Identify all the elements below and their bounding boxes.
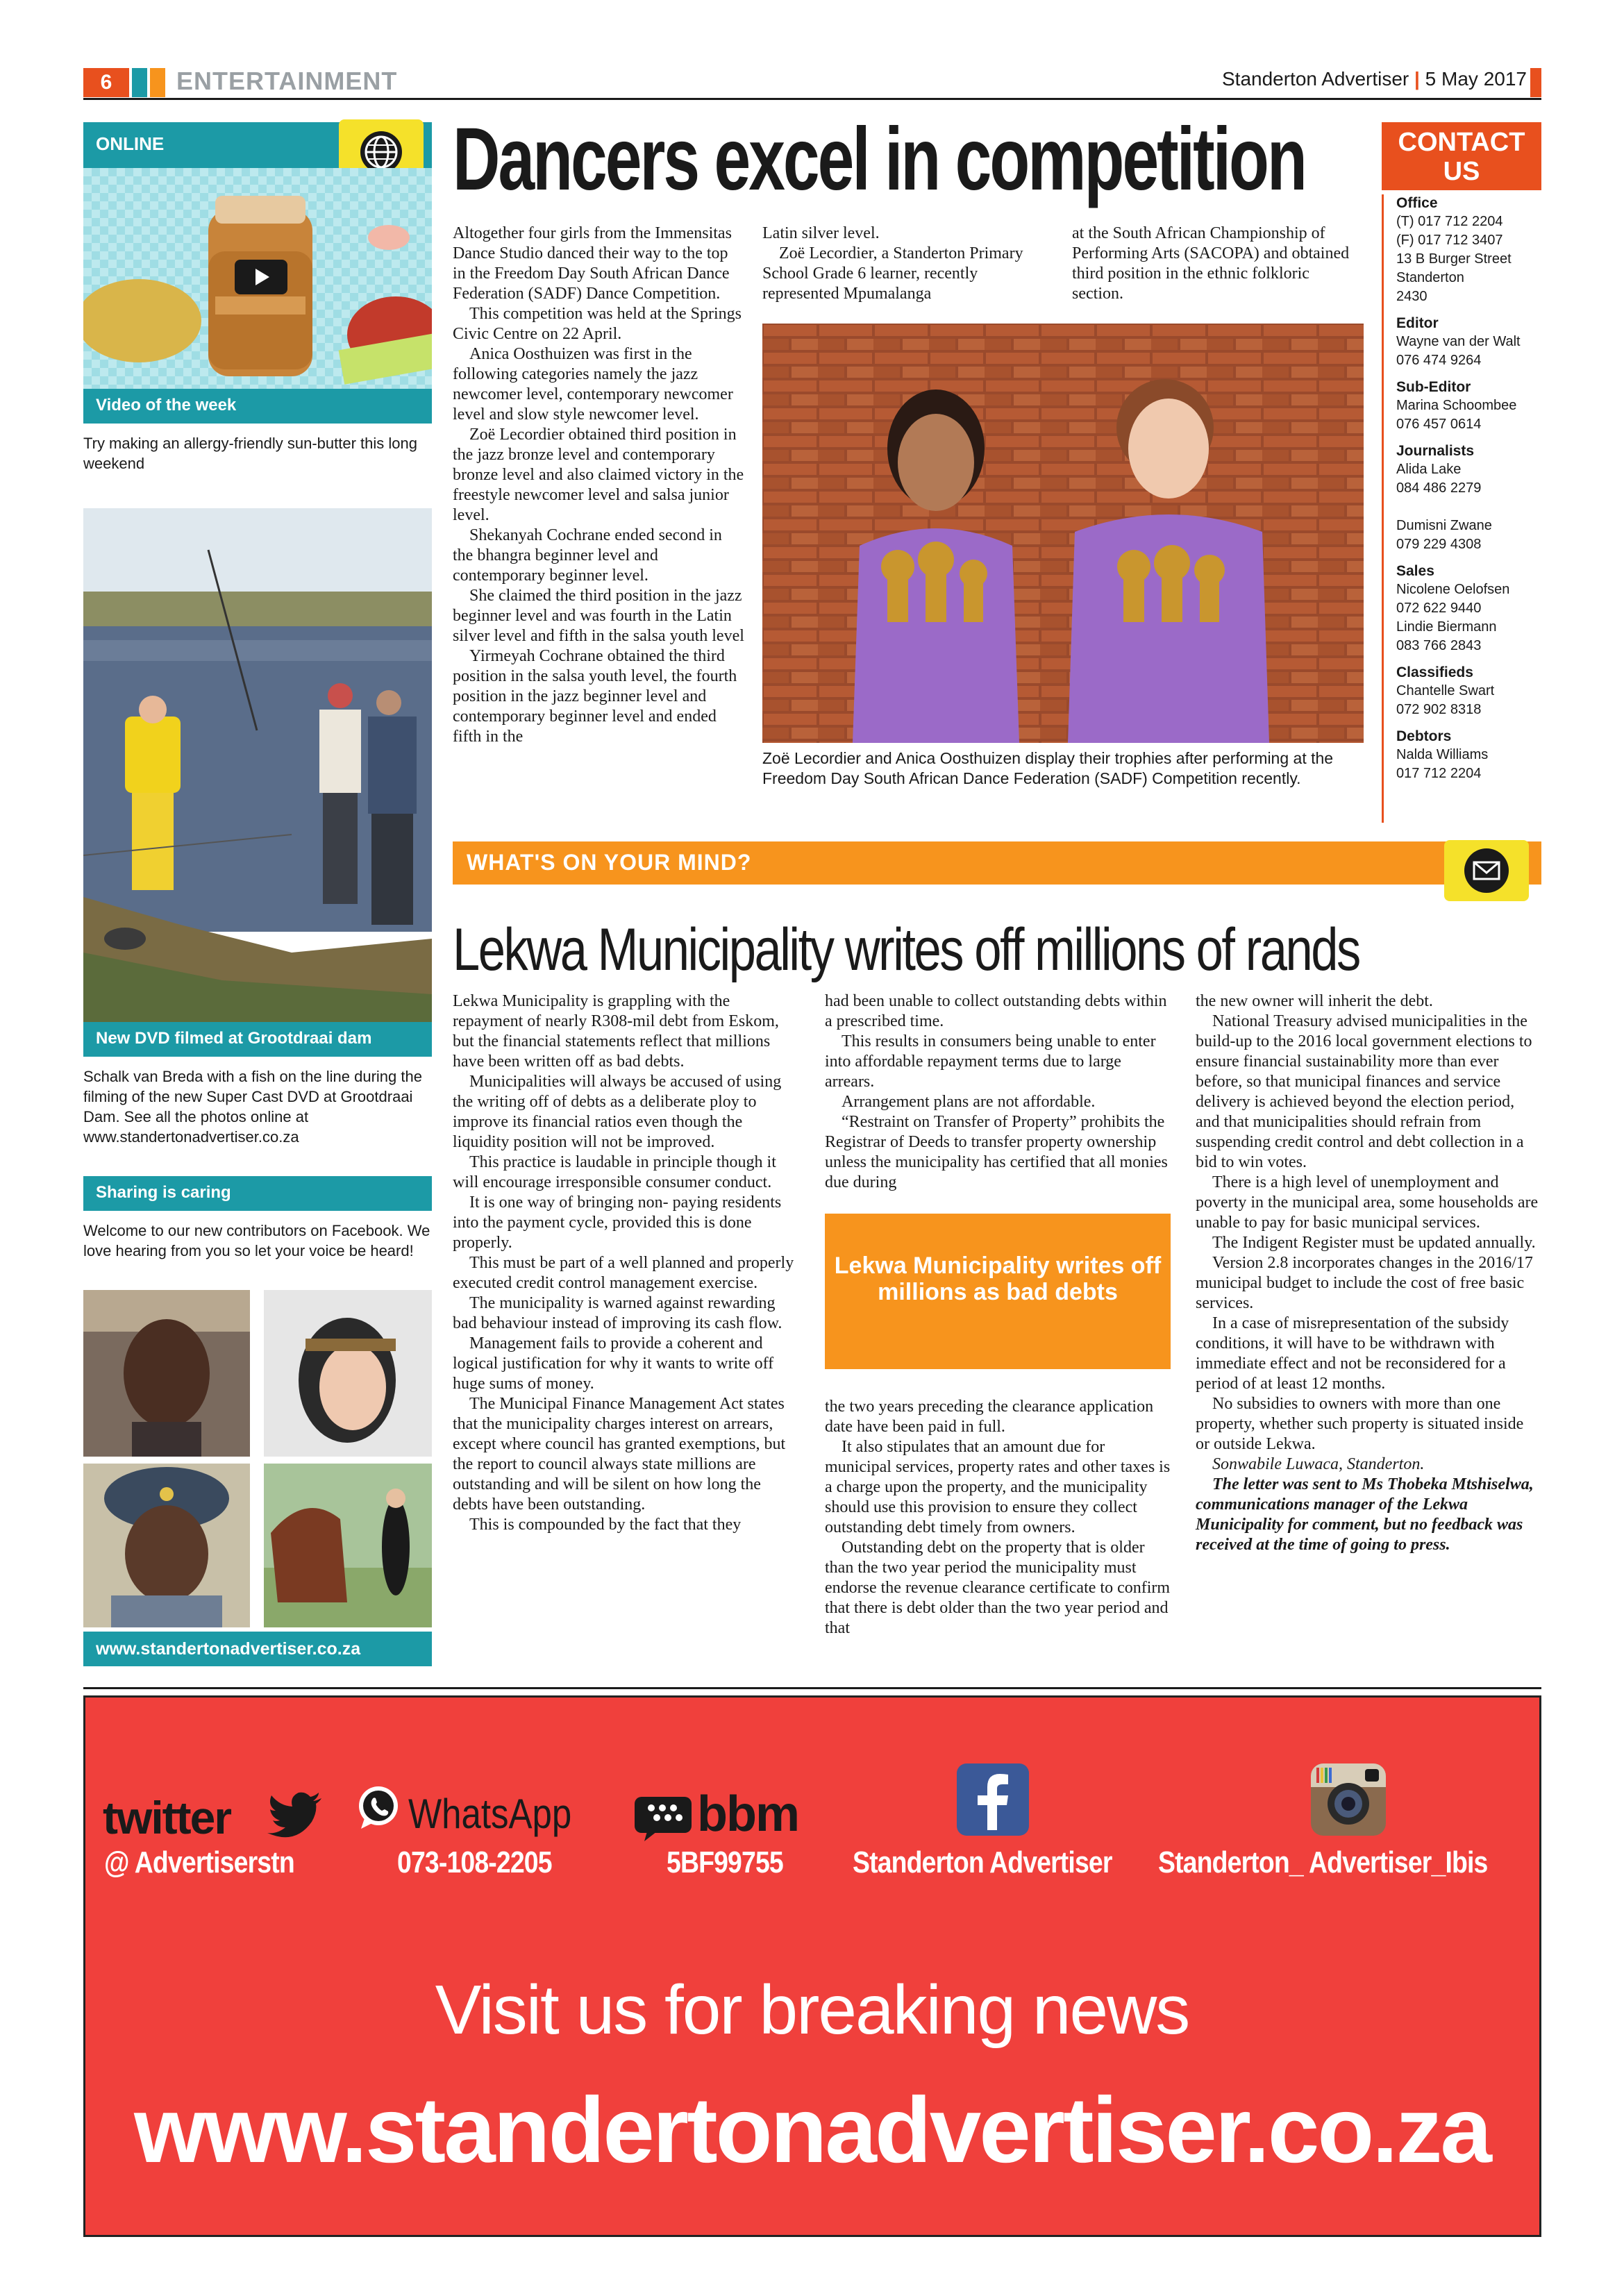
article1-col1 (453, 224, 744, 747)
avatar[interactable] (83, 1290, 250, 1457)
paragraph: Shekanyah Cochrane ended second in the bhangra beginner level and contemporary beginner level. (453, 526, 722, 585)
header-accent-teal (132, 68, 147, 97)
contact-classifieds-value: Chantelle Swart 072 902 8318 (1396, 683, 1495, 717)
twitter-logo[interactable]: twitter (103, 1792, 231, 1843)
contributor-photo-2 (264, 1290, 432, 1457)
website-link[interactable]: www.standertonadvertiser.co.za (96, 1639, 361, 1659)
avatar[interactable] (264, 1464, 432, 1627)
whatsapp-icon (354, 1783, 403, 1832)
contact-heading: CONTACT US (1382, 122, 1541, 190)
paragraph: Zoë Lecordier obtained third position in the jazz bronze level and contemporary bronze level and also claimed victory in the freestyle newcomer level and salsa junior level. (453, 426, 744, 524)
paragraph: In a case of misrepresentation of the subsidy conditions, it will have to be withdrawn with immediate effect and not be reconsidered for a period of at least 12 months. (1196, 1314, 1509, 1393)
contributor-photo-4 (264, 1464, 432, 1627)
dvd-caption: New DVD filmed at Grootdraai dam (83, 1022, 432, 1057)
contributor-photo-1 (83, 1290, 250, 1457)
paragraph: Zoë Lecordier, a Standerton Primary School Grade 6 learner, recently represented Mpumalanga (762, 244, 1023, 303)
letter-headline: Lekwa Municipality writes off millions of rands (453, 916, 1359, 983)
paragraph: Anica Oosthuizen was first in the following categories namely the jazz newcomer level, contemporary newcomer level and slow style newcomer level. (453, 345, 733, 424)
contact-journalists-heading: Journalists (1396, 443, 1475, 459)
facebook-icon (957, 1763, 1029, 1836)
play-icon (235, 260, 287, 294)
header-rule (83, 98, 1541, 100)
contact-debtors-value: Nalda Williams 017 712 2204 (1396, 747, 1489, 781)
dancers-trophies-image (762, 324, 1364, 743)
twitter-bird-icon (267, 1790, 323, 1838)
instagram-button[interactable] (1311, 1763, 1386, 1836)
bbm-logo[interactable]: bbm (697, 1786, 798, 1842)
photo-caption: Zoë Lecordier and Anica Oosthuizen display their trophies after performing at the Freedom Day South African Dance Federation (SADF) Competition recently. (762, 749, 1334, 787)
paragraph: National Treasury advised municipalities in the build-up to the 2016 local government elections to ensure financial sustainability more than ever before, so that municipal finances and service delivery is achieved beyond the election period, and that municipalities should refrain from suspending credit control and debt collection in a bid to win votes. (1196, 1012, 1532, 1171)
contact-editor-heading: Editor (1396, 315, 1439, 331)
paragraph: the two years preceding the clearance application date have been paid in full. (825, 1398, 1154, 1436)
whatsapp-logo[interactable]: WhatsApp (408, 1791, 572, 1837)
paragraph: Yirmeyah Cochrane obtained the third position in the salsa youth level, the fourth position in the jazz beginner level and contemporary beginner level and ended fifth in the (453, 647, 737, 746)
video-thumbnail[interactable] (83, 168, 432, 389)
whats-on-your-mind-label: WHAT'S ON YOUR MIND? (467, 850, 752, 875)
letter-col3 (1196, 991, 1541, 1555)
contact-editor-value: Wayne van der Walt 076 474 9264 (1396, 334, 1521, 368)
paragraph: had been unable to collect outstanding debts within a prescribed time. (825, 992, 1167, 1030)
paragraph: This is compounded by the fact that they (469, 1516, 742, 1534)
contact-sales-heading: Sales (1396, 563, 1434, 579)
publication-name: Standerton Advertiser (1221, 68, 1409, 90)
paragraph: This competition was held at the Springs Civic Centre on 22 April. (453, 305, 742, 343)
contact-journalists-value: Alida Lake 084 486 2279 Dumisni Zwane 079 229 4308 (1396, 462, 1492, 552)
paragraph: No subsidies to owners with more than one property, whether such property is situated inside or outside Lekwa. (1196, 1395, 1524, 1453)
instagram-name[interactable]: Standerton_ Advertiser_Ibis (1158, 1845, 1488, 1879)
website-url[interactable]: www.standertonadvertiser.co.za (134, 2079, 1490, 2182)
paragraph: Management fails to provide a coherent and logical justification for why it wants to write off huge sums of money. (453, 1334, 774, 1393)
paragraph: Version 2.8 incorporates changes in the 2016/17 municipal budget to include the cost of free basic services. (1196, 1254, 1533, 1312)
video-text: Try making an allergy-friendly sun-butter this long weekend (83, 435, 417, 472)
sharing-text: Welcome to our new contributors on Facebook. We love hearing from you so let your voice be heard! (83, 1222, 430, 1259)
masthead (1222, 68, 1527, 90)
paragraph: Arrangement plans are not affordable. (842, 1093, 1096, 1111)
paragraph: This practice is laudable in principle though it will encourage irresponsible consumer conduct. (453, 1153, 776, 1191)
avatar[interactable] (83, 1464, 250, 1627)
dvd-text: Schalk van Breda with a fish on the line during the filming of the new Super Cast DVD at Grootdraai Dam. See all the photos online at www.standertonadvertiser.co.za (83, 1068, 422, 1146)
paragraph: “Restraint on Transfer of Property” prohibits the Registrar of Deeds to transfer property ownership unless the municipality has certified that all monies due during (825, 1113, 1168, 1191)
instagram-icon (1311, 1763, 1386, 1836)
paragraph: Municipalities will always be accused of using the writing off of debts as a deliberate ploy to improve its financial ratios even though the liquidity position will not be improved. (453, 1073, 782, 1151)
visit-us-text: Visit us for breaking news (435, 1971, 1189, 2049)
website-bar[interactable] (83, 1632, 432, 1666)
paragraph: It is one way of bringing non- paying residents into the payment cycle, provided this is done properly. (453, 1193, 782, 1252)
contact-subeditor-heading: Sub-Editor (1396, 379, 1471, 395)
paragraph: the new owner will inherit the debt. (1196, 992, 1433, 1010)
whatsapp-number[interactable]: 073-108-2205 (397, 1845, 552, 1879)
article-headline: Dancers excel in competition (453, 110, 1305, 209)
video-caption: Video of the week (83, 389, 432, 424)
letter-col2-bottom (825, 1397, 1171, 1639)
masthead-accent (1530, 68, 1541, 97)
page-number: 6 (83, 68, 129, 97)
contact-sales-value: Nicolene Oelofsen 072 622 9440 Lindie Biermann 083 766 2843 (1396, 582, 1510, 653)
paragraph: The Municipal Finance Management Act states that the municipality charges interest on arrears, except where council has granted exemptions, but the report to council always state millions are outstanding and will be silent on how long the debts have been outstanding. (453, 1395, 786, 1514)
paragraph: The Indigent Register must be updated annually. (1212, 1234, 1536, 1252)
article1-col2 (762, 224, 1054, 304)
paragraph: Lekwa Municipality is grappling with the repayment of nearly R308-mil debt from Eskom, but the financial statements reflect that millions have been written off as bad debts. (453, 992, 779, 1071)
paragraph: Altogether four girls from the Immensitas Dance Studio danced their way to the top in the Freedom Day South African Dance Federation (SADF) Dance Competition. (453, 224, 732, 303)
mail-icon (1444, 840, 1529, 901)
paragraph: at the South African Championship of Performing Arts (SACOPA) and obtained third position in the ethnic folkloric section. (1072, 224, 1350, 303)
contact-list (1382, 194, 1541, 823)
fishing-scene-image (83, 508, 432, 1022)
masthead-separator: | (1414, 68, 1420, 90)
paragraph: Outstanding debt on the property that is older than the two year period the municipality must endorse the revenue clearance certificate to confirm that there is debt older than the two year period and that (825, 1539, 1171, 1637)
twitter-handle[interactable]: @ Advertiserstn (104, 1845, 294, 1879)
facebook-name[interactable]: Standerton Advertiser (853, 1845, 1112, 1879)
mail-badge[interactable] (1444, 840, 1529, 901)
paragraph: This results in consumers being unable to enter into affordable repayment terms due to large arrears. (825, 1032, 1156, 1091)
dancers-photo (762, 324, 1364, 743)
paragraph: She claimed the third position in the jazz beginner level and was fourth in the Latin silver level and fifth in the salsa youth level (453, 587, 744, 645)
bbm-pin[interactable]: 5BF99755 (667, 1845, 783, 1879)
contact-subeditor-value: Marina Schoombee 076 457 0614 (1396, 398, 1517, 432)
editor-note: The letter was sent to Ms Thobeka Mtshiselwa, communications manager of the Lekwa Municipality for comment, but no feedback was received at the time of going to press. (1196, 1475, 1534, 1554)
contact-office-heading: Office (1396, 195, 1438, 211)
sharing-bar: Sharing is caring (83, 1176, 432, 1211)
facebook-button[interactable] (957, 1763, 1029, 1836)
avatar[interactable] (264, 1290, 432, 1457)
letter-col1 (453, 991, 797, 1535)
header-accent-orange (150, 68, 165, 97)
letter-signature: Sonwabile Luwaca, Standerton. (1212, 1455, 1425, 1473)
bbm-icon (633, 1795, 693, 1841)
paragraph: It also stipulates that an amount due for municipal services, property rates and other taxes is a charge upon the property, and the municipality should use this provision to ensure they collect outstanding debt timely from owners. (825, 1438, 1171, 1536)
paragraph: Latin silver level. (762, 224, 880, 242)
issue-date: 5 May 2017 (1425, 68, 1527, 90)
paragraph: The municipality is warned against rewarding bad behaviour instead of improving its cash flow. (453, 1294, 782, 1332)
paragraph: This must be part of a well planned and properly executed credit control management exercise. (453, 1254, 794, 1292)
paragraph: There is a high level of unemployment and poverty in the municipal area, some households are unable to pay for basic municipal services. (1196, 1173, 1539, 1232)
section-title: ENTERTAINMENT (176, 67, 398, 95)
contact-debtors-heading: Debtors (1396, 728, 1452, 744)
play-button[interactable] (235, 260, 287, 294)
letter-col2-top (825, 991, 1171, 1193)
pull-quote: Lekwa Municipality writes off millions as bad debts (825, 1214, 1171, 1369)
contact-classifieds-heading: Classifieds (1396, 664, 1473, 680)
contributor-photo-3 (83, 1464, 250, 1627)
article1-col3 (1072, 224, 1364, 304)
fishing-photo (83, 508, 432, 1022)
online-label: ONLINE (96, 133, 165, 154)
bottom-rule (83, 1687, 1541, 1689)
contact-office-value: (T) 017 712 2204 (F) 017 712 3407 13 B Burger Street Standerton 2430 (1396, 214, 1512, 304)
